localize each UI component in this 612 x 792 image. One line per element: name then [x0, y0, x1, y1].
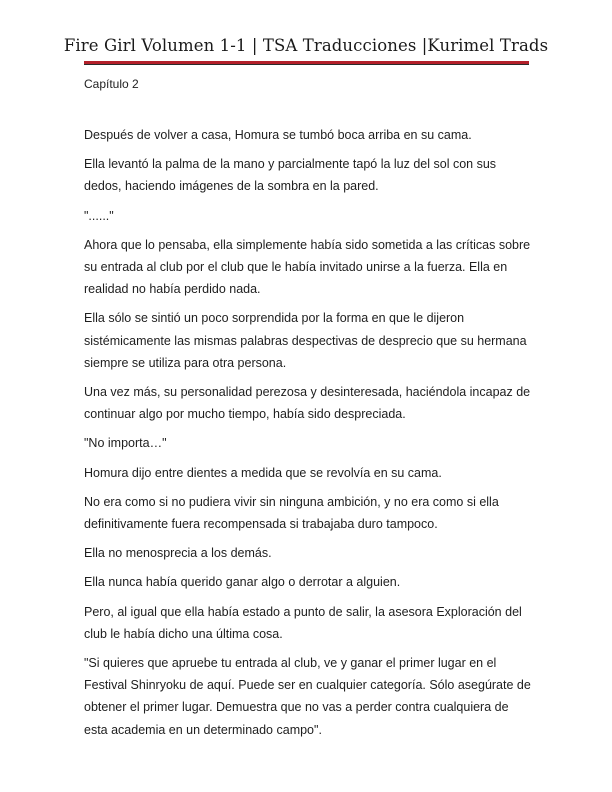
paragraph: Ella levantó la palma de la mano y parcialmente tapó la luz del sol con sus dedos, haciendo imágenes de la sombra en la pared. — [84, 157, 497, 194]
paragraph: Ella nunca había querido ganar algo o derrotar a alguien. — [84, 575, 401, 590]
paragraph: Una vez más, su personalidad perezosa y desinteresada, haciéndola incapaz de continuar algo por mucho tiempo, había sido despreciada. — [84, 385, 531, 422]
paragraph: No era como si no pudiera vivir sin ninguna ambición, y no era como si ella definitivamente fuera recompensada si trabajaba duro tampoco. — [84, 494, 499, 532]
paragraph: Pero, al igual que ella había estado a punto de salir, la asesora Exploración del club le había dicho una última cosa. — [84, 604, 522, 641]
paragraph: Ella sólo se sintió un poco sorprendida por la forma en que le dijeron sistémicamente las mismas palabras despectivas de desprecio que su hermana siempre se utiliza para otra persona. — [84, 311, 527, 370]
paragraph: "Si quieres que apruebe tu entrada al club, ve y ganar el primer lugar en el Festival Shinryoku de aquí. Puede ser en cualquier categoría. Sólo asegúrate de obtener el primer lugar. Demuestra que no vas a perder contra cualquiera de esta academia en un determinado campo". — [84, 656, 531, 737]
paragraph: Ahora que lo pensaba, ella simplemente había sido sometida a las críticas sobre su entrada al club por el club que le había invitado unirse a la fuerza. Ella en realidad no había perdido nada. — [84, 237, 531, 297]
page-header-title: Fire Girl Volumen 1-1 | TSA Traducciones |Kurimel Trads — [63, 36, 549, 55]
header-rule-dark — [84, 64, 529, 65]
paragraph: Homura dijo entre dientes a medida que se revolvía en su cama. — [84, 465, 442, 480]
paragraph: Después de volver a casa, Homura se tumbó boca arriba en su cama. — [84, 128, 472, 142]
paragraph: "No importa…" — [84, 436, 167, 451]
paragraph: Ella no menosprecia a los demás. — [84, 546, 272, 561]
body-text — [84, 124, 534, 748]
paragraph: "......" — [84, 208, 114, 223]
chapter-heading: Capítulo 2 — [84, 77, 139, 91]
